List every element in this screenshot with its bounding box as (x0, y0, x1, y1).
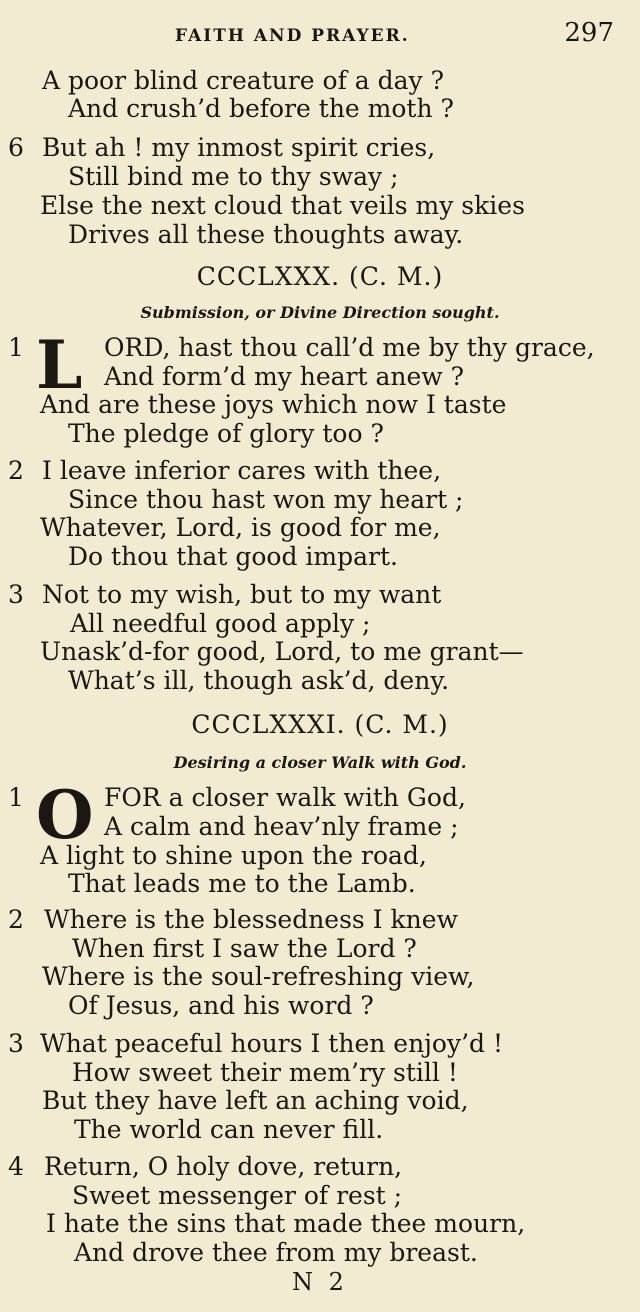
verse-number: 1 (8, 333, 24, 362)
hymn-subtitle: Submission, or Divine Direction sought. (140, 303, 500, 322)
verse-line: Since thou hast won my heart ; (68, 485, 464, 514)
verse-line: I hate the sins that made thee mourn, (46, 1209, 526, 1238)
verse-line: Else the next cloud that veils my skies (40, 191, 525, 220)
verse-number: 3 (8, 580, 24, 609)
page-header (0, 18, 640, 54)
hymn-title: CCCLXXXI. (C. M.) (191, 710, 449, 739)
verse-line: And crush’d before the moth ? (68, 94, 454, 123)
verse-line: A poor blind creature of a day ? (42, 66, 445, 95)
verse-line: A calm and heav’nly frame ; (104, 812, 459, 841)
signature-mark: N 2 (292, 1268, 348, 1296)
verse-line: 2 Where is the blessedness I knew (8, 905, 458, 934)
page-number: 297 (564, 18, 614, 48)
verse-line: 1 L ORD, hast thou call’d me by thy grace, (8, 326, 595, 404)
verse-line: 6 But ah ! my inmost spirit cries, (8, 133, 436, 162)
verse-line: The world can never fill. (74, 1115, 384, 1144)
verse-line: And form’d my heart anew ? (104, 362, 465, 391)
verse-line: But they have left an aching void, (42, 1086, 469, 1115)
verse-number: 1 (8, 783, 24, 812)
verse-number: 4 (8, 1152, 24, 1181)
hymn-title: CCCLXXX. (C. M.) (196, 262, 444, 291)
verse-line: Do thou that good impart. (68, 542, 398, 571)
verse-line: 4 Return, O holy dove, return, (8, 1152, 403, 1181)
verse-line: And drove thee from my breast. (74, 1238, 478, 1267)
verse-line: When first I saw the Lord ? (72, 934, 417, 963)
drop-cap: O (36, 776, 94, 854)
verse-line: Where is the soul-refreshing view, (42, 962, 475, 991)
verse-line: Drives all these thoughts away. (68, 220, 464, 249)
verse-line: Still bind me to thy sway ; (68, 162, 399, 191)
verse-line: 1 O FOR a closer walk with God, (8, 776, 466, 854)
verse-line: Whatever, Lord, is good for me, (40, 513, 441, 542)
verse-number: 2 (8, 456, 24, 485)
verse-line: And are these joys which now I taste (40, 390, 507, 419)
verse-line: 3 What peaceful hours I then enjoy’d ! (8, 1029, 504, 1058)
verse-line: 3 Not to my wish, but to my want (8, 580, 442, 609)
verse-number: 2 (8, 905, 24, 934)
hymn-subtitle: Desiring a closer Walk with God. (173, 753, 467, 772)
drop-cap: L (36, 326, 83, 404)
verse-line: That leads me to the Lamb. (68, 869, 416, 898)
verse-line: What’s ill, though ask’d, deny. (68, 666, 450, 695)
verse-line: Of Jesus, and his word ? (68, 991, 374, 1020)
verse-line: All needful good apply ; (70, 609, 371, 638)
verse-line: 2 I leave inferior cares with thee, (8, 456, 442, 485)
verse-line: A light to shine upon the road, (40, 841, 427, 870)
verse-line: Unask’d-for good, Lord, to me grant— (40, 637, 524, 666)
running-head: FAITH AND PRAYER. (175, 26, 410, 46)
verse-line: How sweet their mem’ry still ! (72, 1058, 458, 1087)
verse-number: 3 (8, 1029, 24, 1058)
verse-line: The pledge of glory too ? (68, 419, 384, 448)
verse-number: 6 (8, 133, 24, 162)
verse-line: Sweet messenger of rest ; (72, 1181, 403, 1210)
